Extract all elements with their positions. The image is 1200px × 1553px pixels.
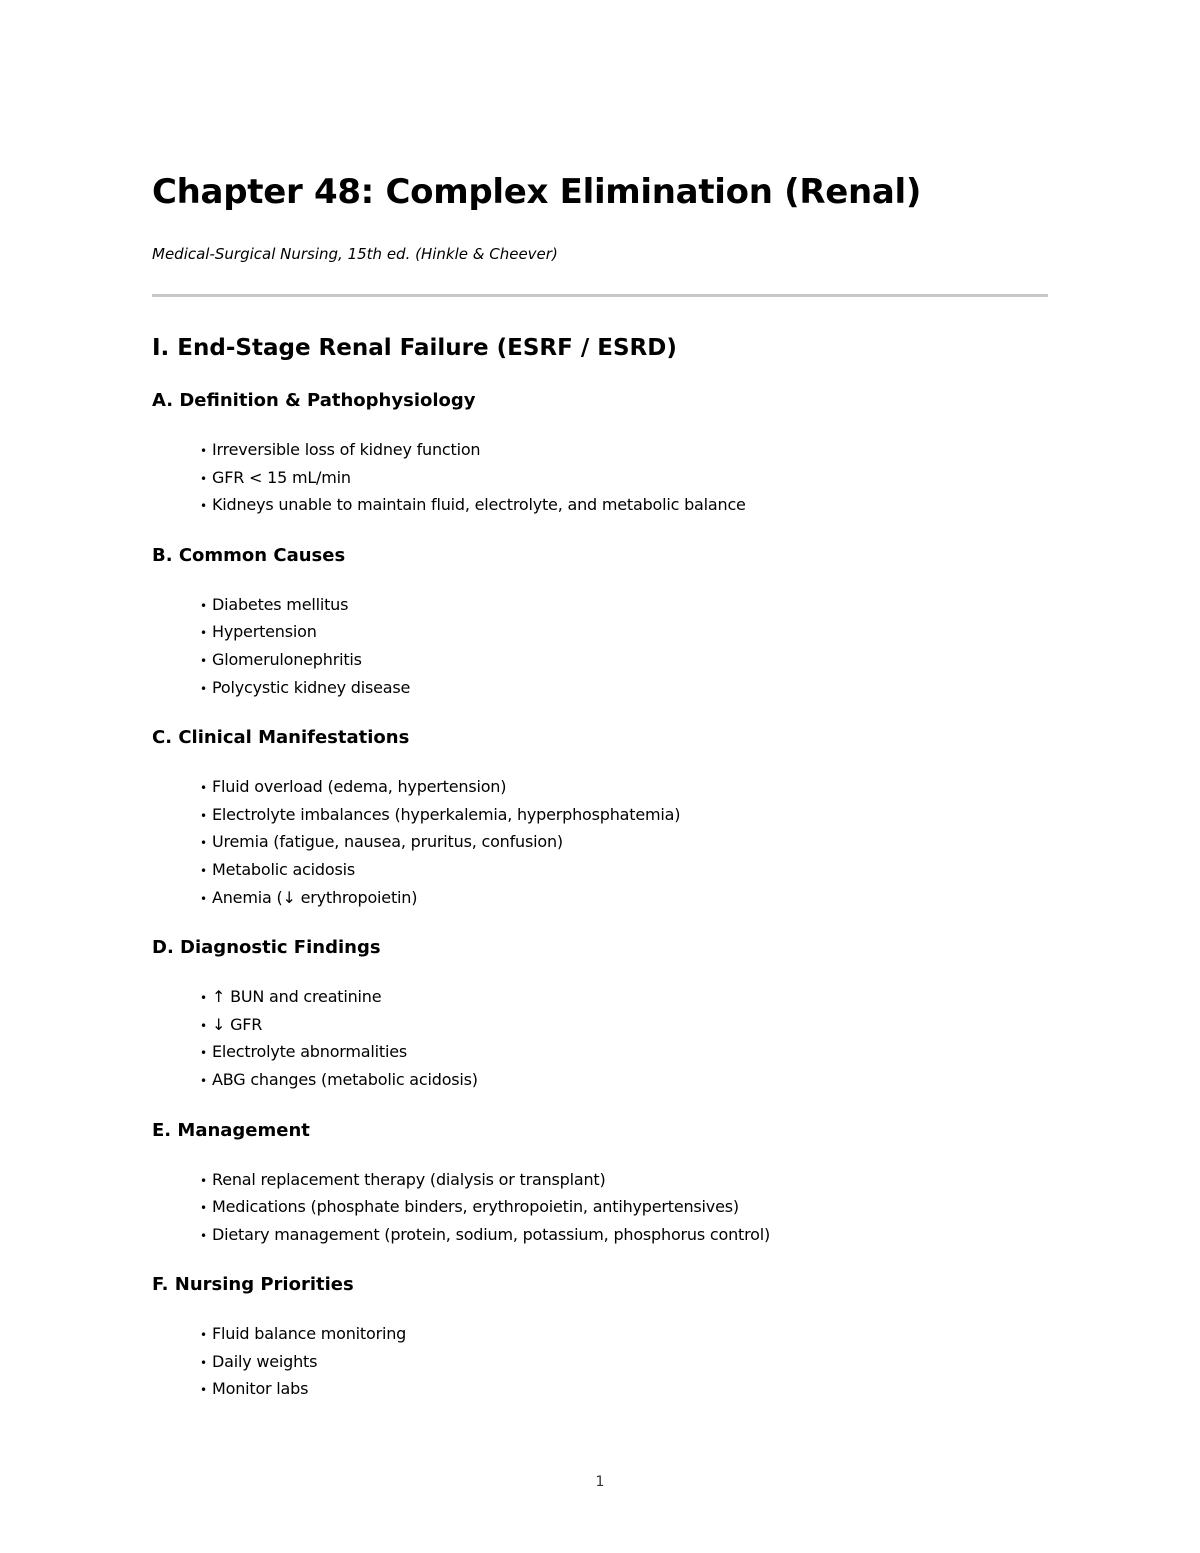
list-item: • Uremia (fatigue, nausea, pruritus, confusion) — [200, 829, 1048, 857]
subsection-definition — [152, 389, 1048, 520]
document-subtitle: Medical-Surgical Nursing, 15th ed. (Hinkle & Cheever) — [152, 245, 558, 263]
list-item: • Dietary management (protein, sodium, potassium, phosphorus control) — [200, 1222, 1048, 1250]
list-item: • Diabetes mellitus — [200, 592, 1048, 620]
bullet-list — [152, 1167, 1048, 1250]
list-item: • Fluid balance monitoring — [200, 1321, 1048, 1349]
bullet-icon: • — [200, 444, 207, 458]
bullet-icon: • — [200, 781, 207, 796]
bullet-icon: • — [200, 598, 207, 613]
bullet-icon: • — [200, 1201, 207, 1216]
bullet-icon: • — [200, 1173, 207, 1188]
bullet-list — [152, 1321, 1048, 1404]
subsection-title: D. Diagnostic Findings — [152, 937, 381, 959]
list-item: • GFR < 15 mL/min — [200, 465, 1048, 493]
horizontal-rule — [152, 294, 1048, 297]
subsection-clinical-manifestations — [152, 726, 1048, 912]
document-page — [152, 170, 1048, 1404]
list-item: • Daily weights — [200, 1349, 1048, 1377]
bullet-icon: • — [200, 808, 207, 823]
bullet-icon: • — [200, 836, 207, 851]
bullet-list — [152, 774, 1048, 912]
list-item: • Polycystic kidney disease — [200, 675, 1048, 703]
subsection-nursing-priorities — [152, 1273, 1048, 1404]
bullet-icon: • — [200, 626, 207, 641]
bullet-icon: • — [200, 1328, 207, 1343]
subsection-title: A. Definition & Pathophysiology — [152, 390, 476, 411]
list-item: • ↑ BUN and creatinine — [200, 984, 1048, 1012]
list-item: • Anemia (↓ erythropoietin) — [200, 885, 1048, 913]
bullet-icon: • — [200, 1383, 207, 1398]
page-number: 1 — [595, 1474, 605, 1490]
bullet-icon: • — [200, 1073, 207, 1088]
subsection-title: E. Management — [152, 1119, 310, 1141]
bullet-icon: • — [200, 1355, 207, 1370]
bullet-icon: • — [200, 1046, 207, 1061]
subsection-management — [152, 1119, 1048, 1250]
subsection-causes — [152, 544, 1048, 702]
bullet-icon: • — [200, 499, 207, 514]
list-item: • Medications (phosphate binders, erythropoietin, antihypertensives) — [200, 1194, 1048, 1222]
list-item: • Kidneys unable to maintain fluid, electrolyte, and metabolic balance — [200, 492, 1048, 520]
bullet-icon: • — [200, 1228, 207, 1243]
section-title: I. End-Stage Renal Failure (ESRF / ESRD) — [152, 335, 677, 361]
list-item: • Glomerulonephritis — [200, 647, 1048, 675]
list-item: • Hypertension — [200, 619, 1048, 647]
list-item: • Metabolic acidosis — [200, 857, 1048, 885]
bullet-icon: • — [200, 471, 207, 486]
document-title: Chapter 48: Complex Elimination (Renal) — [152, 172, 922, 212]
subsection-title: B. Common Causes — [152, 544, 346, 566]
list-item: • Fluid overload (edema, hypertension) — [200, 774, 1048, 802]
list-item: • Electrolyte imbalances (hyperkalemia, hyperphosphatemia) — [200, 802, 1048, 830]
list-item: • Renal replacement therapy (dialysis or transplant) — [200, 1167, 1048, 1195]
bullet-icon: • — [200, 891, 207, 906]
subsection-title: C. Clinical Manifestations — [152, 727, 410, 749]
bullet-icon: • — [200, 681, 207, 696]
bullet-icon: • — [200, 1018, 207, 1033]
subsection-diagnostic-findings — [152, 936, 1048, 1094]
bullet-icon: • — [200, 863, 207, 878]
subsection-title: F. Nursing Priorities — [152, 1274, 354, 1296]
list-item: • Electrolyte abnormalities — [200, 1039, 1048, 1067]
list-item: • ABG changes (metabolic acidosis) — [200, 1067, 1048, 1095]
list-item: • Monitor labs — [200, 1376, 1048, 1404]
bullet-list — [152, 592, 1048, 702]
list-item: • ↓ GFR — [200, 1012, 1048, 1040]
bullet-icon: • — [200, 653, 207, 668]
bullet-list — [152, 437, 1048, 520]
list-item: • Irreversible loss of kidney function — [200, 437, 1048, 465]
bullet-icon: • — [200, 991, 207, 1006]
bullet-list — [152, 984, 1048, 1094]
